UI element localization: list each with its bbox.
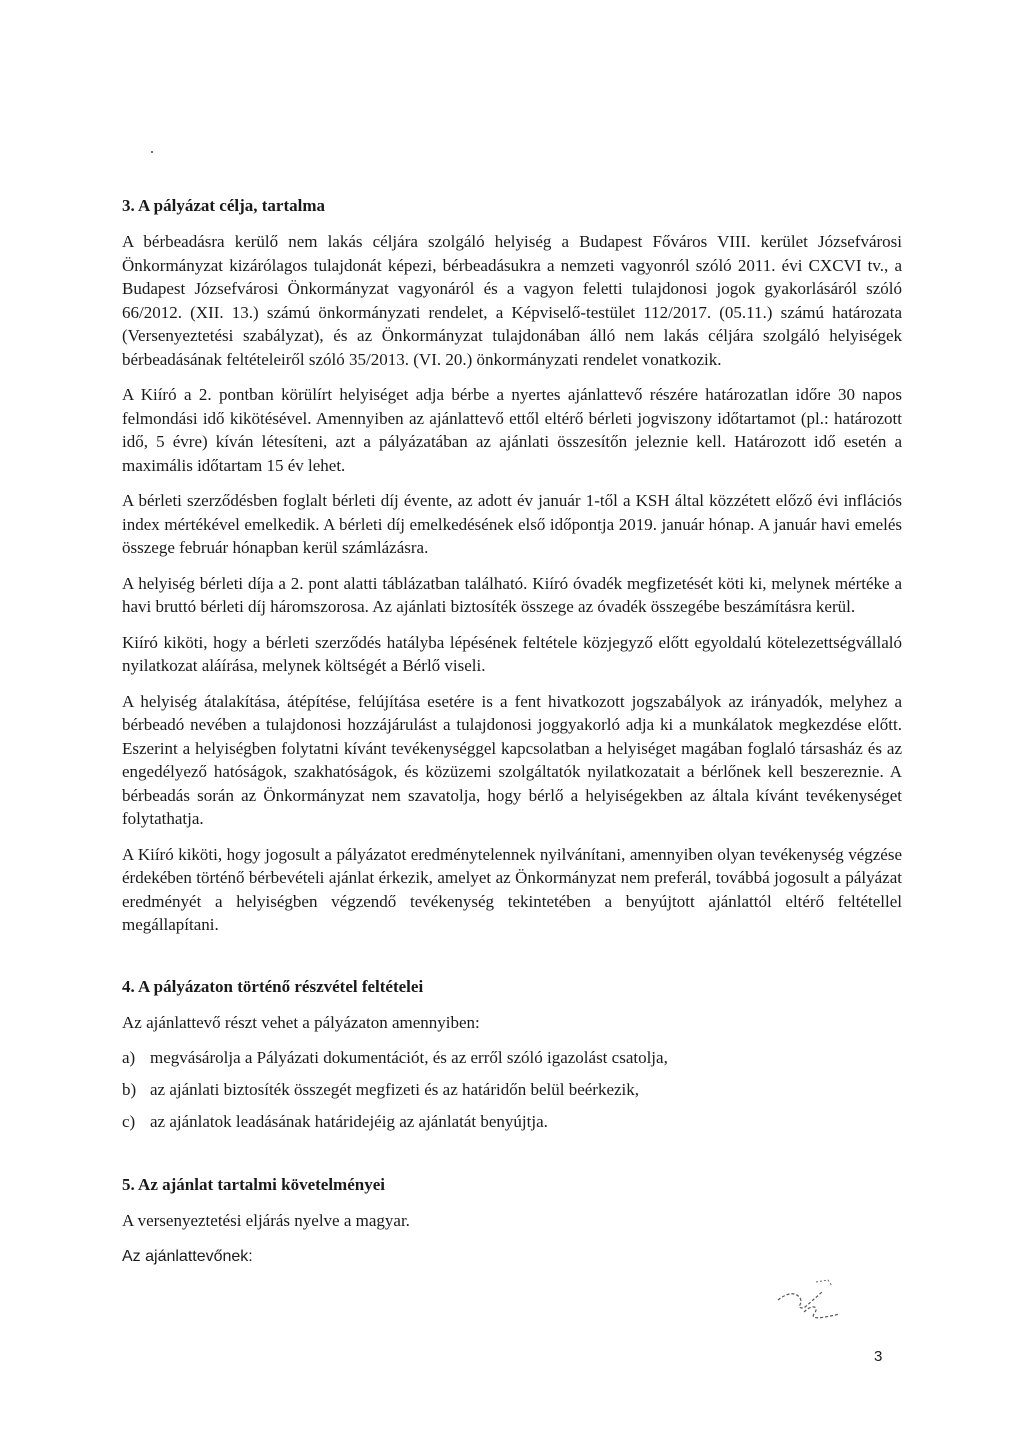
section-5-line-1: A versenyeztetési eljárás nyelve a magyar. <box>122 1211 410 1230</box>
section-3-paragraph-1: A bérbeadásra kerülő nem lakás céljára szolgáló helyiség a Budapest Főváros VIII. kerület Józsefvárosi Önkormányzat kizárólagos tulajdonát képezi, bérbeadásukra a nemzeti vagyonról szóló 2011. évi CXCVI tv., a Budapest Józsefvárosi Önkormányzat vagyonáról és a vagyon feletti tulajdonosi jogok gyakorlásáról szóló 66/2012. (XII. 13.) számú önkormányzati rendelet, a Képviselő-testület 112/2017. (05.11.) számú határozata (Versenyeztetési szabályzat), és az Önkormányzat tulajdonában álló nem lakás céljára szolgáló helyiségek bérbeadásának feltételeiről szóló 35/2013. (VI. 20.) önkormányzati rendelet vonatkozik. <box>122 232 902 369</box>
list-item-label: a) <box>122 1048 136 1067</box>
signature-mark <box>770 1278 850 1328</box>
section-4-heading: 4. A pályázaton történő részvétel feltételei <box>122 976 424 996</box>
document-page <box>122 196 902 1280</box>
list-item-text: az ajánlati biztosíték összegét megfizeti és az határidőn belül beérkezik, <box>150 1080 640 1099</box>
list-item <box>122 1046 902 1069</box>
section-3-paragraph-5: Kiíró kiköti, hogy a bérleti szerződés hatályba lépésének feltétele közjegyző előtt egyoldalú kötelezettségvállaló nyilatkozat aláírása, melynek költségét a Bérlő viseli. <box>122 632 902 675</box>
stray-mark <box>151 151 153 153</box>
section-5-heading: 5. Az ajánlat tartalmi követelményei <box>122 1175 385 1194</box>
list-item-label: c) <box>122 1112 136 1131</box>
list-item <box>122 1110 902 1133</box>
section-3-paragraph-6: A helyiség átalakítása, átépítése, felújítása esetére is a fent hivatkozott jogszabályok az irányadók, melyhez a bérbeadó nevében a tulajdonosi hozzájárulást a tulajdonosi joggyakorló adja ki a munkálatok megkezdése előtt. Eszerint a helyiségben folytatni kívánt tevékenységgel kapcsolatban a helyiséget magában foglaló társasház és az engedélyező hatóságok, szakhatóságok, és közüzemi szolgáltatók nyilatkozatait a bérlőnek kell beszereznie. A bérbeadás során az Önkormányzat nem szavatolja, hogy bérlő a helyiségekben az általa kívánt tevékenységet folytathatja. <box>122 691 902 828</box>
list-item <box>122 1078 902 1101</box>
section-4-intro: Az ajánlattevő részt vehet a pályázaton amennyiben: <box>122 1012 480 1032</box>
list-item-text: megvásárolja a Pályázati dokumentációt, és az erről szóló igazolást csatolja, <box>150 1048 668 1067</box>
section-3-paragraph-7: A Kiíró kiköti, hogy jogosult a pályázatot eredménytelennek nyilvánítani, amennyiben olyan tevékenység végzése érdekében történő bérbevételi ajánlat érkezik, amelyet az Önkormányzat nem preferál, továbbá jogosult a pályázat eredményét a helyiségben végzendő tevékenység tekintetében a benyújtott ajánlattól eltérő feltétellel megállapítani. <box>122 844 902 934</box>
section-3-heading: 3. A pályázat célja, tartalma <box>122 196 326 215</box>
section-5-line-2: Az ajánlattevőnek: <box>122 1247 253 1265</box>
section-3-paragraph-4: A helyiség bérleti díja a 2. pont alatti táblázatban található. Kiíró óvadék megfizetését köti ki, melynek mértéke a havi bruttó bérleti díj háromszorosa. Az ajánlati biztosíték összege az óvadék összegébe beszámításra kerül. <box>122 573 902 616</box>
page-number: 3 <box>874 1348 883 1365</box>
section-3-paragraph-3: A bérleti szerződésben foglalt bérleti díj évente, az adott év január 1-től a KSH által közzétett előző évi inflációs index mértékével emelkedik. A bérleti díj emelkedésének első időpontja 2019. január hónap. A január havi emelés összege február hónapban kerül számlázásra. <box>122 491 902 557</box>
list-item-label: b) <box>122 1080 137 1099</box>
section-4-list <box>122 1046 902 1133</box>
section-3-paragraph-2: A Kiíró a 2. pontban körülírt helyiséget adja bérbe a nyertes ajánlattevő részére határozatlan időre 30 napos felmondási idő kikötésével. Amennyiben az ajánlattevő ettől eltérő bérleti jogviszony időtartamot (pl.: határozott idő, 5 évre) kíván létesíteni, azt a pályázatában az ajánlati összesítőn jeleznie kell. Határozott idő esetén a maximális időtartam 15 év lehet. <box>122 385 902 475</box>
list-item-text: az ajánlatok leadásának határidejéig az ajánlatát benyújtja. <box>150 1112 548 1131</box>
